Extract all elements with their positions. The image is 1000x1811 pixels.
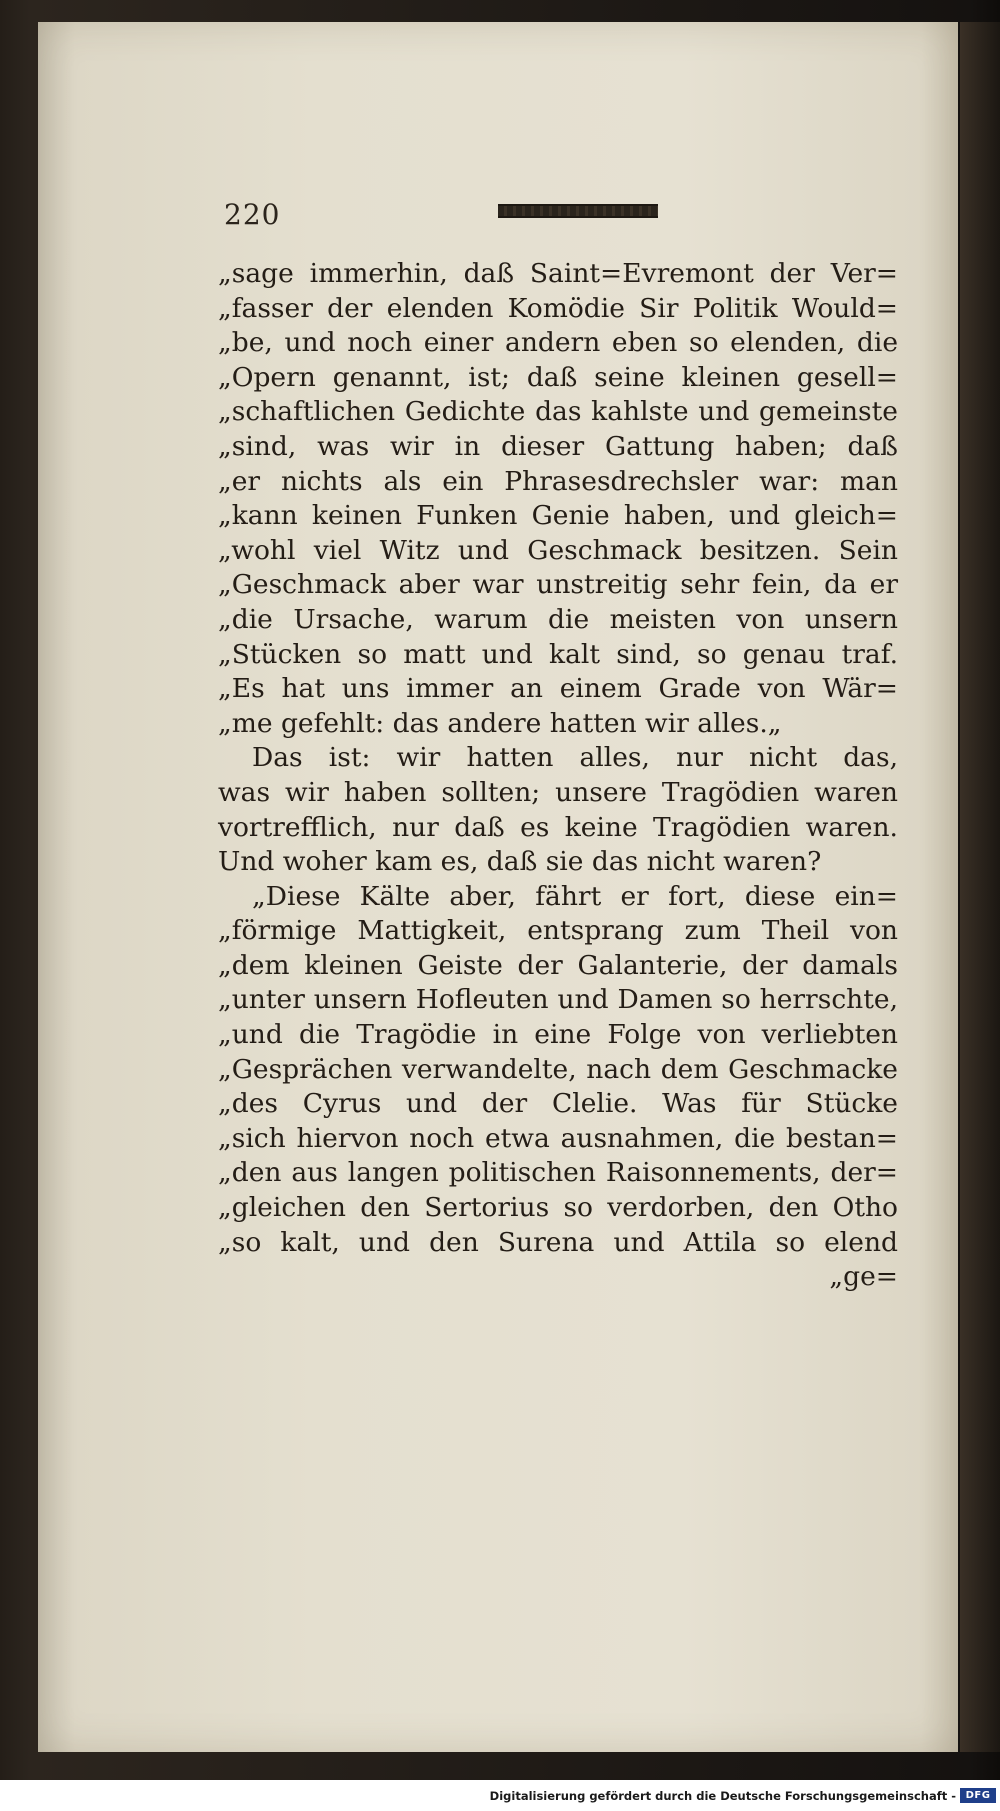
text-line: „so kalt, und den Surena und Attila so elend [218,1226,898,1258]
page-number: 220 [224,198,281,231]
text-line: „förmige Mattigkeit, entsprang zum Theil von [218,915,898,947]
text-line: „sich hiervon noch etwa ausnahmen, die bestan= [218,1122,898,1154]
text-line: „Geschmack aber war unstreitig sehr fein, da er [218,569,898,601]
text-line: „Es hat uns immer an einem Grade von Wär= [218,673,898,705]
text-line: Das ist: wir hatten alles, nur nicht das, [252,742,898,774]
text-line: „be, und noch einer andern eben so elenden, die [218,327,898,359]
dfg-logo: DFG [960,1788,996,1803]
text-line: „schaftlichen Gedichte das kahlste und gemeinste [218,396,898,428]
text-line: „fasser der elenden Komödie Sir Politik Would= [218,292,898,324]
text-line: „des Cyrus und der Clelie. Was für Stücke [218,1088,898,1120]
text-line: „unter unsern Hofleuten und Damen so herrschte, [218,984,898,1016]
text-line: „dem kleinen Geiste der Galanterie, der damals [218,949,898,981]
page-edge-shadow [960,22,1000,1752]
text-line: was wir haben sollten; unsere Tragödien waren [218,776,898,808]
text-line: „wohl viel Witz und Geschmack besitzen. Sein [218,534,898,566]
body-text [218,257,898,1295]
digitization-footer [0,1780,1000,1811]
header-ornament-rule [498,204,658,218]
text-line: „Diese Kälte aber, fährt er fort, diese ein= [252,880,898,912]
text-line: „Stücken so matt und kalt sind, so genau traf. [218,638,898,670]
text-line: „gleichen den Sertorius so verdorben, den Otho [218,1192,898,1224]
catchword: „ge= [829,1261,898,1293]
text-line: „er nichts als ein Phrasesdrechsler war: man [218,465,898,497]
text-line: „me gefehlt: das andere hatten wir alles.„ [218,707,782,739]
text-line: „und die Tragödie in eine Folge von verliebten [218,1019,898,1051]
text-line: „den aus langen politischen Raisonnements, der= [218,1157,898,1189]
text-line: „sage immerhin, daß Saint=Evremont der Ver= [218,258,898,289]
text-line: „kann keinen Funken Genie haben, und gleich= [218,500,898,532]
footer-credit: Digitalisierung gefördert durch die Deutsche Forschungsgemeinschaft - [489,1789,956,1803]
text-line: „Opern genannt, ist; daß seine kleinen gesell= [218,361,898,393]
text-line: vortrefflich, nur daß es keine Tragödien waren. [218,811,898,843]
text-line: „sind, was wir in dieser Gattung haben; daß [218,430,898,462]
text-line: „die Ursache, warum die meisten von unsern [218,603,898,635]
text-line: „Gesprächen verwandelte, nach dem Geschmacke [218,1053,898,1085]
text-line: Und woher kam es, daß sie das nicht waren? [218,846,822,878]
page-header [224,198,924,234]
